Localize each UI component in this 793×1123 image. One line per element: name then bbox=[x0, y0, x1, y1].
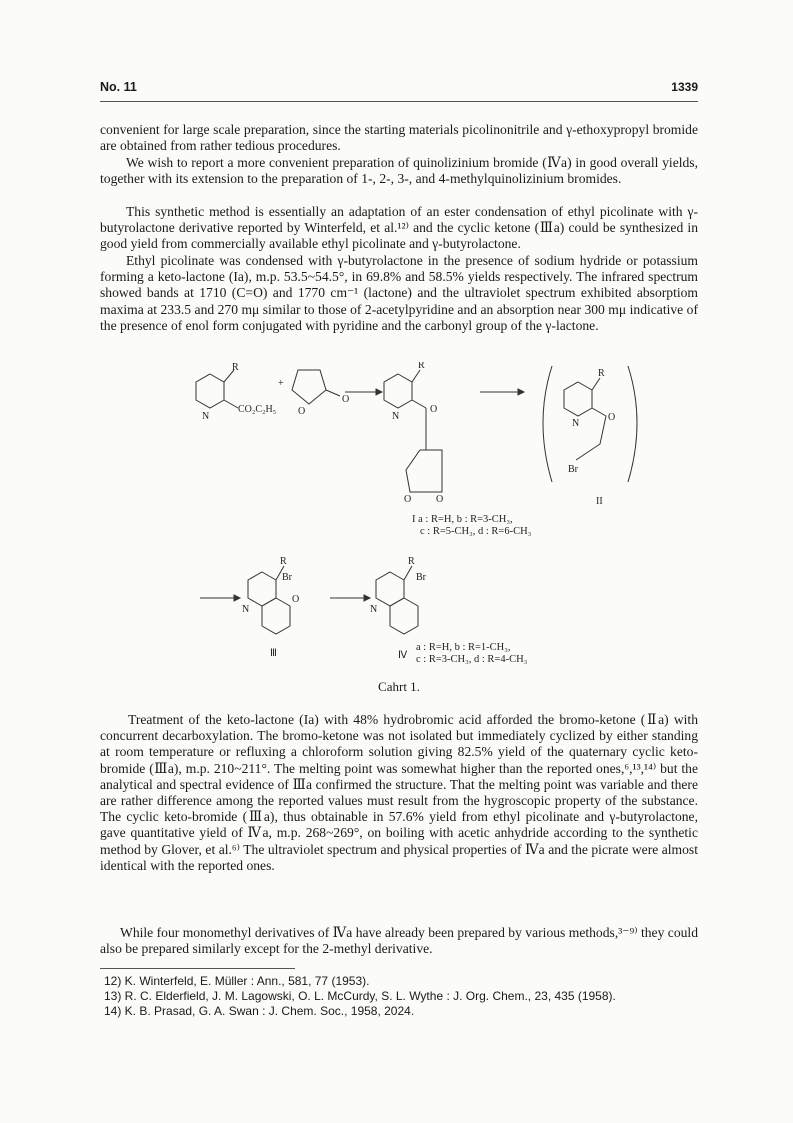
ketone-ring bbox=[262, 598, 290, 634]
butyrolactone-ring bbox=[292, 370, 326, 404]
label-n-5: N bbox=[370, 604, 378, 615]
label-o-carbonyl: O bbox=[342, 394, 350, 405]
label-o-4: O bbox=[436, 494, 444, 505]
compound-iv-legend-1: a : R=H, b : R=1-CH₃, bbox=[416, 642, 511, 653]
reaction-scheme-drawing bbox=[180, 362, 740, 682]
label-compound-ii: II bbox=[596, 496, 603, 507]
pyridine-ring-1 bbox=[196, 374, 224, 408]
bracket-right bbox=[628, 366, 637, 482]
chart-caption: Cahrt 1. bbox=[378, 679, 420, 694]
page-header bbox=[100, 80, 698, 100]
label-o-6: O bbox=[292, 594, 300, 605]
compound-i-legend-1: I a : R=H, b : R=3-CH₃, bbox=[412, 514, 513, 525]
compound-iv-legend-2: c : R=3-CH₃, d : R=4-CH₃ bbox=[416, 654, 528, 665]
aromatic-ring-IV bbox=[390, 598, 418, 634]
label-n-3: N bbox=[572, 418, 580, 429]
label-n-1: N bbox=[202, 411, 210, 422]
label-o-2: O bbox=[430, 404, 438, 415]
bracket-left bbox=[543, 366, 552, 482]
footnotes bbox=[104, 974, 698, 1019]
footnote-13: 13) R. C. Elderfield, J. M. Lagowski, O. L. McCurdy, S. L. Wythe : J. Org. Chem., 23, 435 (1958). bbox=[104, 989, 616, 1003]
label-r-2: R bbox=[418, 362, 425, 371]
pyridine-ring-3 bbox=[564, 382, 592, 416]
label-br-3: Br bbox=[416, 572, 426, 583]
label-br-1: Br bbox=[568, 464, 578, 475]
paragraph-6: While four monomethyl derivatives of Ⅳa have already been prepared by various methods,³⁻⁹⁾ they could also be prepared similarly except for the 2-methyl derivative. bbox=[100, 925, 698, 957]
footnote-12: 12) K. Winterfeld, E. Müller : Ann., 581, 77 (1953). bbox=[104, 974, 370, 988]
label-o-3: O bbox=[404, 494, 412, 505]
page-number: 1339 bbox=[671, 80, 698, 94]
label-r-1: R bbox=[232, 362, 239, 373]
lactone-ring-I bbox=[406, 450, 442, 492]
reaction-scheme bbox=[180, 362, 740, 702]
paragraph-3: This synthetic method is essentially an adaptation of an ester condensation of ethyl picolinate with γ-butyrolactone derivative reported by Winterfeld, et al.¹²⁾ and the cyclic ketone (Ⅲa) could be synthesized in good yield from commercially available ethyl picolinate and γ-butyrolactone. bbox=[100, 204, 698, 252]
label-o-lactone: O bbox=[298, 406, 306, 417]
label-r-3: R bbox=[598, 368, 605, 379]
footnote-rule bbox=[100, 968, 295, 969]
compound-i-legend-2: c : R=5-CH₃, d : R=6-CH₃ bbox=[420, 526, 532, 537]
label-n-4: N bbox=[242, 604, 250, 615]
label-ester: CO₂C₂H₅ bbox=[238, 404, 277, 415]
label-plus: + bbox=[278, 378, 284, 389]
header-rule bbox=[100, 101, 698, 102]
label-n-2: N bbox=[392, 411, 400, 422]
label-o-5: O bbox=[608, 412, 616, 423]
label-compound-iv: Ⅳ bbox=[398, 650, 408, 661]
pyridine-ring-2 bbox=[384, 374, 412, 408]
journal-issue: No. 11 bbox=[100, 80, 137, 94]
footnote-14: 14) K. B. Prasad, G. A. Swan : J. Chem. Soc., 1958, 2024. bbox=[104, 1004, 415, 1018]
paragraph-4: Ethyl picolinate was condensed with γ-butyrolactone in the presence of sodium hydride or potassium forming a keto-lactone (Ia), m.p. 53.5~54.5°, in 69.8% and 58.5% yields respectively. The infrared spectrum showed bands at 1710 (C=O) and 1770 cm⁻¹ (lactone) and the ultraviolet spectrum exhibited absorptiom maxima at 233.5 and 270 mμ similar to those of 2-acetylpyridine and an absorption near 300 mμ indicative of the presence of enol form conjugated with pyridine and the carbonyl group of the γ-lactone. bbox=[100, 253, 698, 333]
paragraph-2: We wish to report a more convenient preparation of quinolizinium bromide (Ⅳa) in good overall yields, together with its extension to the preparation of 1-, 2-, 3-, and 4-methylquinolizinium bromides. bbox=[100, 155, 698, 187]
label-compound-iii: Ⅲ bbox=[270, 648, 277, 659]
label-r-4: R bbox=[280, 556, 287, 567]
paragraph-1: convenient for large scale preparation, since the starting materials picolinonitrile and γ-ethoxypropyl bromide are obtained from rather tedious procedures. bbox=[100, 122, 698, 154]
label-r-5: R bbox=[408, 556, 415, 567]
paragraph-5: Treatment of the keto-lactone (Ia) with 48% hydrobromic acid afforded the bromo-ketone (Ⅱa) with concurrent decarboxylation. The bromo-ketone was not isolated but immediately cyclized by either standing at room temperature or refluxing a chloroform solution giving 82.5% yield of the quaternary cyclic keto-bromide (Ⅲa), m.p. 210~211°. The melting point was somewhat higher than the reported ones,⁶,¹³,¹⁴⁾ but the analytical and spectral evidence of Ⅲa confirmed the structure. That the melting point was variable and there are rather difference among the reported values must result from the hygroscopic property of the substance. The cyclic keto-bromide (Ⅲa), thus obtainable in 57.6% yield from ethyl picolinate and γ-butyrolactone, gave quantitative yield of Ⅳa, m.p. 268~269°, on boiling with acetic anhydride according to the synthetic method by Glover, et al.⁶⁾ The ultraviolet spectrum and physical properties of Ⅳa and the picrate were almost identical with the reported ones. bbox=[100, 712, 698, 873]
label-br-2: Br bbox=[282, 572, 292, 583]
